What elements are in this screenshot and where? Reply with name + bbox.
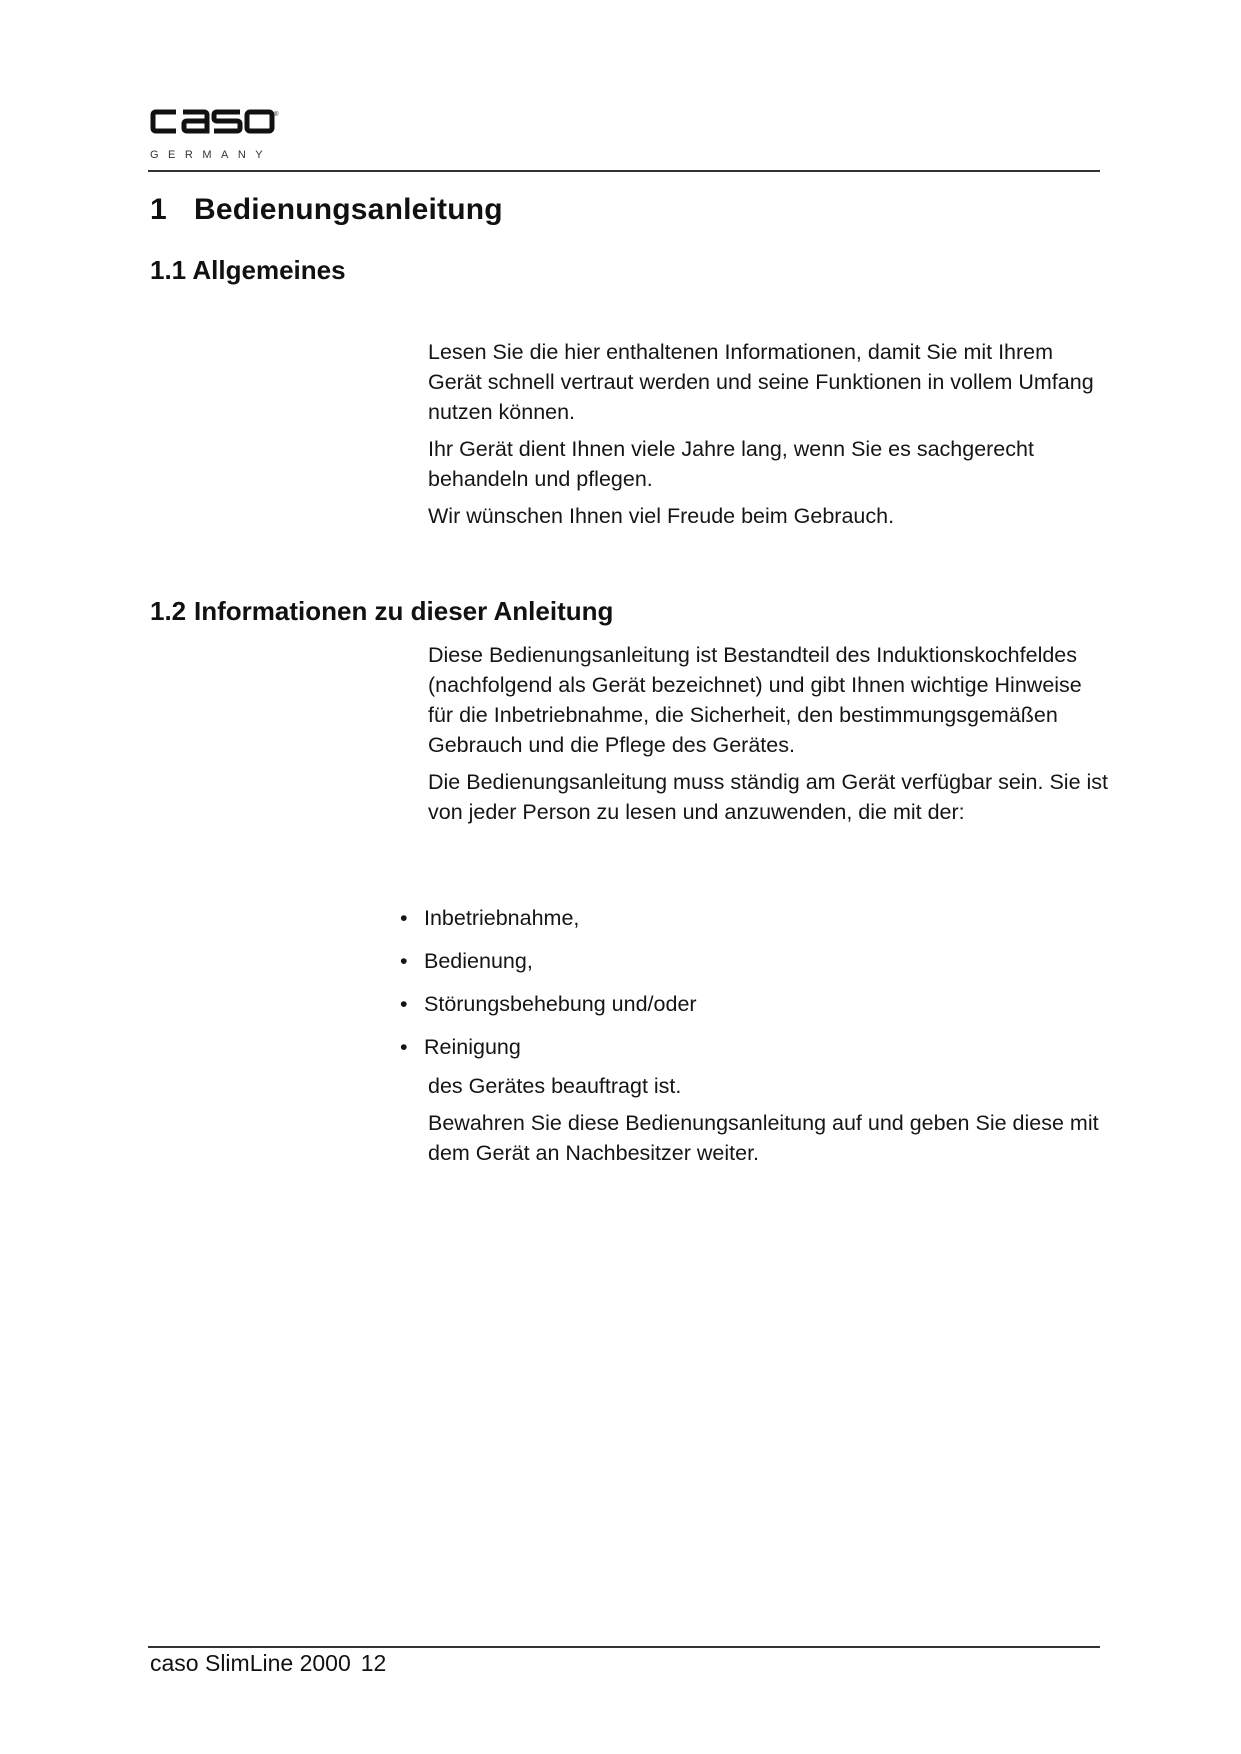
paragraph: Lesen Sie die hier enthaltenen Informationen, damit Sie mit Ihrem Gerät schnell vertraut werden und seine Funktionen in vollem Umfang nutzen können. [428, 340, 1094, 424]
section-informationen-closing [428, 1071, 1108, 1175]
chapter-number: 1 [150, 193, 167, 226]
bullet-list [400, 903, 697, 1075]
header-rule [148, 170, 1100, 172]
page-footer [150, 1650, 386, 1677]
paragraph: des Gerätes beauftragt ist. [428, 1074, 682, 1098]
list-item [400, 989, 697, 1032]
section-title: Informationen zu dieser Anleitung [194, 596, 614, 626]
list-item-text: Bedienung, [424, 949, 533, 973]
footer-product: caso SlimLine 2000 [150, 1650, 351, 1676]
section-informationen-body [428, 640, 1108, 834]
paragraph: Die Bedienungsanleitung muss ständig am Gerät verfügbar sein. Sie ist von jeder Person zu lesen und anzuwenden, die mit der: [428, 770, 1109, 824]
svg-text:®: ® [274, 112, 279, 118]
section-heading-allgemeines: 1.1 Allgemeines [150, 255, 346, 285]
list-item [400, 946, 697, 989]
footer-rule [148, 1646, 1100, 1648]
bullet-icon: • [400, 992, 408, 1016]
list-item-text: Störungsbehebung und/oder [424, 992, 697, 1016]
paragraph: Wir wünschen Ihnen viel Freude beim Gebrauch. [428, 504, 895, 528]
bullet-icon: • [400, 1035, 408, 1059]
list-item-text: Inbetriebnahme, [424, 906, 580, 930]
list-item [400, 1032, 697, 1075]
list-item-text: Reinigung [424, 1035, 521, 1059]
paragraph: Ihr Gerät dient Ihnen viele Jahre lang, wenn Sie es sachgerecht behandeln und pflegen. [428, 437, 1034, 491]
caso-logo [150, 108, 280, 174]
bullet-icon: • [400, 906, 408, 930]
paragraph: Diese Bedienungsanleitung ist Bestandteil des Induktionskochfeldes (nachfolgend als Gerät bezeichnet) und gibt Ihnen wichtige Hinweise für die Inbetriebnahme, die Sicherheit, den bestimmungsgemäßen Gebrauch und die Pflege des Gerätes. [428, 643, 1082, 757]
section-allgemeines-body [428, 337, 1108, 538]
list-item [400, 903, 697, 946]
paragraph: Bewahren Sie diese Bedienungsanleitung auf und geben Sie diese mit dem Gerät an Nachbesitzer weiter. [428, 1111, 1099, 1165]
chapter-heading [150, 193, 503, 227]
svg-text:GERMANY: GERMANY [150, 149, 273, 161]
page-number: 12 [360, 1650, 387, 1676]
section-number: 1.2 [150, 596, 187, 626]
chapter-title: Bedienungsanleitung [194, 193, 503, 226]
caso-logo-graphic [150, 108, 280, 174]
section-heading-informationen [150, 596, 613, 627]
bullet-icon: • [400, 949, 408, 973]
